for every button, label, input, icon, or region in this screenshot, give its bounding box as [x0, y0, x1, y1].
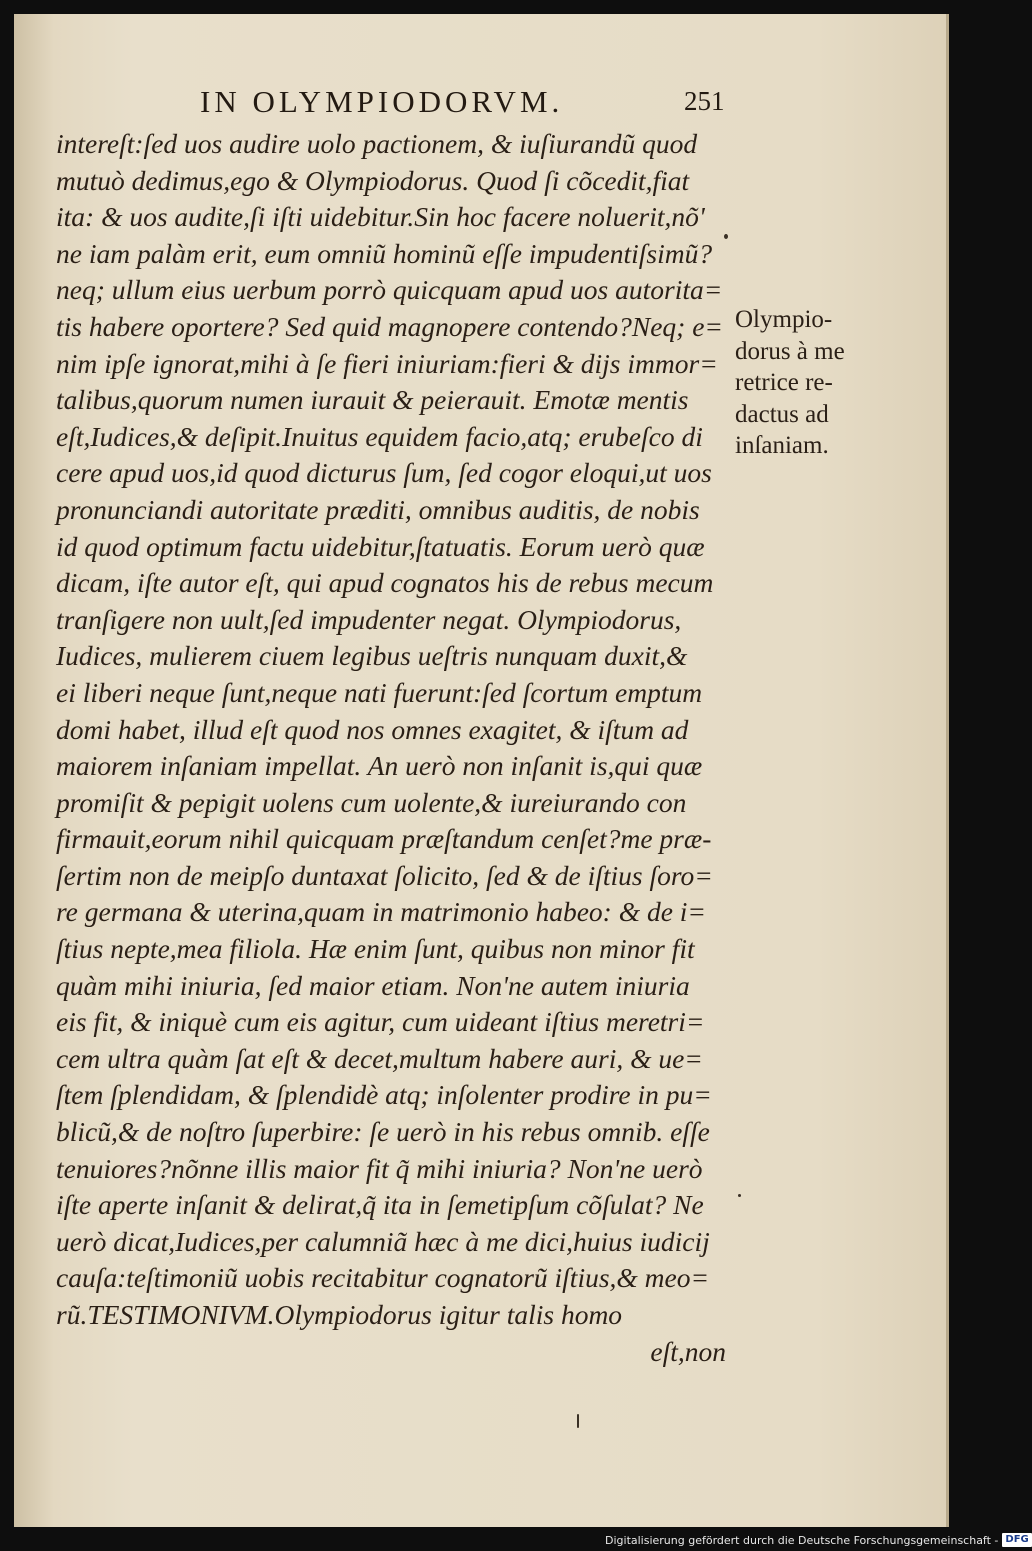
- text-line: cere apud uos,id quod dicturus ſum, ſed cogor eloqui,ut uos: [56, 457, 712, 489]
- text-line: nim ipſe ignorat,mihi à ſe fieri iniuriam:fieri & dijs immor=: [56, 347, 718, 379]
- text-line: domi habet, illud eſt quod nos omnes exagitet, & iſtum ad: [56, 713, 689, 745]
- text-line: tenuiores?nõnne illis maior fit q̃ mihi iniuria? Non'ne uerò: [56, 1152, 703, 1184]
- text-line: dicam, iſte autor eſt, qui apud cognatos his de rebus mecum: [56, 567, 714, 599]
- text-line: tranſigere non uult,ſed impudenter negat. Olympiodorus,: [56, 603, 682, 635]
- marginal-note: [735, 304, 865, 462]
- credit-text: Digitalisierung gefördert durch die Deutsche Forschungsgemeinschaft -: [605, 1533, 999, 1547]
- text-line: ſertim non de meipſo duntaxat ſolicito, ſed & de iſtius ſoro=: [56, 859, 713, 891]
- text-line: neq; ullum eius uerbum porrò quicquam apud uos autorita=: [56, 274, 723, 306]
- text-line: talibus,quorum numen iurauit & peierauit. Emotæ mentis: [56, 384, 689, 416]
- ink-speck: [738, 1194, 741, 1197]
- page-number: 251: [684, 86, 725, 116]
- text-line: cem ultra quàm ſat eſt & decet,multum habere auri, & ue=: [56, 1042, 703, 1074]
- marginal-note-line: Olympio-: [735, 306, 833, 333]
- text-line: ſtius nepte,mea filiola. Hæ enim ſunt, quibus non minor fit: [56, 933, 695, 965]
- running-head: IN OLYMPIODORVM.: [200, 84, 564, 119]
- text-line: quàm mihi iniuria, ſed maior etiam. Non'ne autem iniuria: [56, 969, 690, 1001]
- text-line: id quod optimum factu uidebitur,ſtatuatis. Eorum uerò quæ: [56, 530, 705, 562]
- marginal-note-line: dorus à me: [735, 337, 845, 365]
- text-line: maiorem inſaniam impellat. An uerò non inſanit is,qui quæ: [56, 750, 703, 782]
- text-line: eſt,Iudices,& deſipit.Inuitus equidem facio,atq; erubeſco di: [56, 420, 703, 452]
- text-line: intereſt:ſed uos audire uolo pactionem, & iuſiurandũ quod: [56, 128, 698, 159]
- ink-speck: [577, 1414, 579, 1428]
- text-line: tis habere oportere? Sed quid magnopere contendo?Neq; e=: [56, 310, 723, 342]
- text-line: mutuò dedimus,ego & Olympiodorus. Quod ſi cõcedit,fiat: [56, 164, 690, 196]
- digitization-credit: [605, 1532, 1032, 1548]
- page-header: [0, 0, 1000, 130]
- text-line: promiſit & pepigit uolens cum uolente,& iureiurando con: [56, 786, 687, 818]
- text-line: cauſa:teſtimoniũ uobis recitabitur cognatorũ iſtius,& meo=: [56, 1262, 710, 1294]
- text-line-catchword: eſt,non: [650, 1335, 726, 1367]
- text-line: ne iam palàm erit, eum omniũ hominũ eſſe impudentiſsimũ?: [56, 237, 713, 269]
- text-line: ita: & uos audite,ſi iſti uidebitur.Sin hoc facere noluerit,nõ': [56, 201, 705, 233]
- text-line: uerò dicat,Iudices,per calumniã hæc à me dici,huius iudicij: [56, 1225, 710, 1257]
- dfg-logo: DFG: [1002, 1533, 1031, 1547]
- text-line: eis fit, & iniquè cum eis agitur, cum uideant iſtius meretri=: [56, 1006, 705, 1038]
- marginal-note-line: inſaniam.: [735, 432, 829, 459]
- text-line: firmauit,eorum nihil quicquam præſtandum cenſet?me præ-: [56, 823, 712, 855]
- marginal-note-line: dactus ad: [735, 400, 829, 428]
- marginal-note-line: retrice re-: [735, 369, 833, 396]
- text-line: ſtem ſplendidam, & ſplendidè atq; inſolenter prodire in pu=: [56, 1079, 712, 1111]
- text-line: Iudices, mulierem ciuem legibus ueſtris nunquam duxit,&: [56, 640, 688, 672]
- text-line: pronunciandi autoritate præditi, omnibus auditis, de nobis: [56, 493, 700, 525]
- text-line: re germana & uterina,quam in matrimonio habeo: & de i=: [56, 896, 706, 928]
- text-line: blicũ,& de noſtro ſuperbire: ſe uerò in his rebus omnib. eſſe: [56, 1116, 710, 1148]
- text-line: ei liberi neque ſunt,neque nati fuerunt:ſed ſcortum emptum: [56, 676, 703, 708]
- body-text: [56, 126, 726, 1370]
- text-line: iſte aperte inſanit & delirat,q̃ ita in ſemetipſum cõſulat? Ne: [56, 1189, 704, 1221]
- text-line: rũ.TESTIMONIVM.Olympiodorus igitur talis homo: [56, 1299, 623, 1330]
